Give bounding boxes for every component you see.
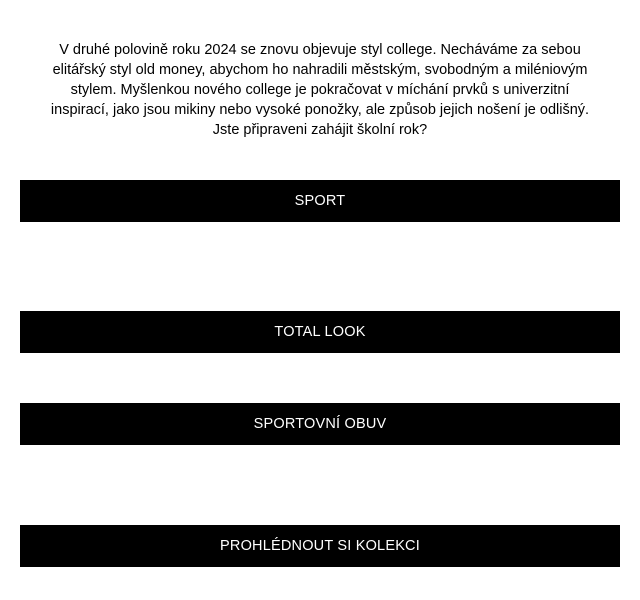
intro-line: V druhé polovině roku 2024 se znovu objevuje styl college. Necháváme za sebou [59, 42, 581, 58]
intro-line: inspirací, jako jsou mikiny nebo vysoké ponožky, ale způsob jejich nošení je odlišný. [50, 102, 590, 118]
intro-line: elitářský styl old money, abychom ho nahradili městským, svobodným a miléniovým [52, 62, 588, 78]
sport-button[interactable]: SPORT [20, 180, 620, 222]
view-collection-button[interactable]: PROHLÉDNOUT SI KOLEKCI [20, 525, 620, 567]
intro-text [40, 40, 600, 140]
sportovni-obuv-button[interactable]: SPORTOVNÍ OBUV [20, 403, 620, 445]
intro-line: Jste připraveni zahájit školní rok? [212, 122, 428, 138]
intro-line: stylem. Myšlenkou nového college je pokračovat v míchání prvků s univerzitní [70, 82, 570, 98]
total-look-button[interactable]: TOTAL LOOK [20, 311, 620, 353]
